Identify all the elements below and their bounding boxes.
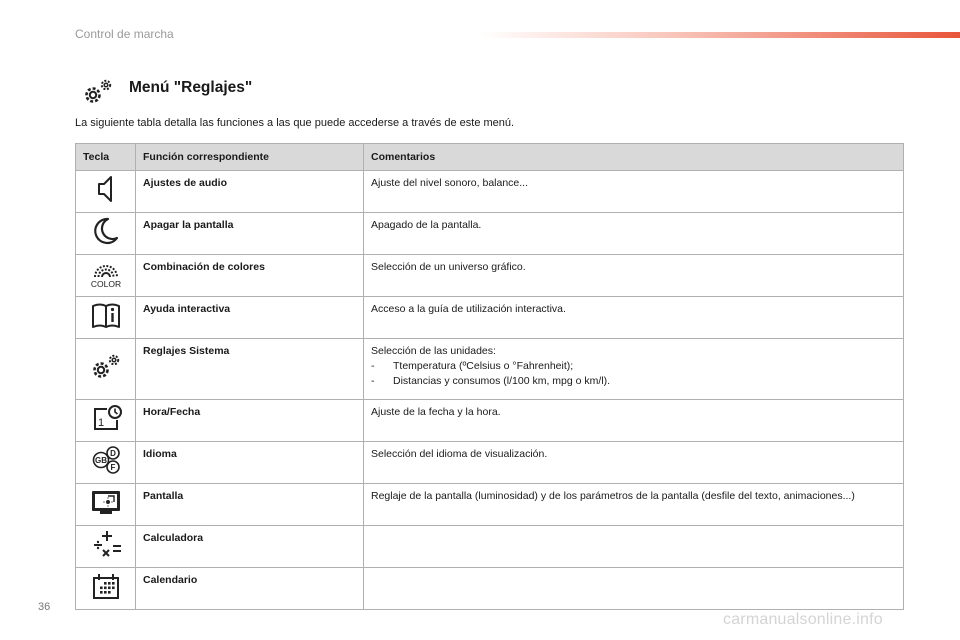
page-number: 36 xyxy=(38,601,51,613)
language-icon xyxy=(86,442,126,478)
settings-gears-icon xyxy=(86,349,126,385)
table-row xyxy=(76,171,904,213)
watermark: carmanualsonline.info xyxy=(723,611,883,628)
book-info-icon xyxy=(86,297,126,333)
table-header-row xyxy=(76,144,904,171)
key-cell xyxy=(76,526,136,568)
bullet-item xyxy=(371,374,896,389)
svg-text:1: 1 xyxy=(97,417,104,429)
comment-cell xyxy=(364,526,904,568)
key-cell xyxy=(76,213,136,255)
comment-cell: Selección de un universo gráfico. xyxy=(364,255,904,297)
comment-cell xyxy=(364,339,904,400)
functions-table xyxy=(75,143,904,610)
comment-cell xyxy=(364,568,904,610)
svg-text:GB: GB xyxy=(94,456,107,465)
header-key: Tecla xyxy=(76,144,136,171)
table-row xyxy=(76,255,904,297)
key-cell xyxy=(76,297,136,339)
table-row xyxy=(76,484,904,526)
settings-gears-icon xyxy=(82,76,116,108)
function-cell: Ayuda interactiva xyxy=(136,297,364,339)
bullet-text: Distancias y consumos (l/100 km, mpg o km/l). xyxy=(393,375,611,387)
function-cell: Idioma xyxy=(136,442,364,484)
calculator-icon xyxy=(86,526,126,562)
table-row xyxy=(76,297,904,339)
svg-text:D: D xyxy=(109,449,116,458)
comment-cell: Reglaje de la pantalla (luminosidad) y de los parámetros de la pantalla (desfile del texto, animaciones...) xyxy=(364,484,904,526)
key-cell xyxy=(76,255,136,297)
calendar-icon xyxy=(86,568,126,604)
section-title: Menú "Reglajes" xyxy=(129,79,253,96)
function-cell: Calculadora xyxy=(136,526,364,568)
table-row xyxy=(76,568,904,610)
clock-date-icon xyxy=(86,400,126,436)
function-cell: Apagar la pantalla xyxy=(136,213,364,255)
comment-cell: Ajuste del nivel sonoro, balance... xyxy=(364,171,904,213)
comment-cell: Ajuste de la fecha y la hora. xyxy=(364,400,904,442)
speaker-icon xyxy=(86,171,126,207)
key-cell xyxy=(76,442,136,484)
running-header: Control de marcha xyxy=(75,27,174,41)
comment-cell: Acceso a la guía de utilización interactiva. xyxy=(364,297,904,339)
header-accent-bar xyxy=(480,32,960,38)
comment-cell: Apagado de la pantalla. xyxy=(364,213,904,255)
function-cell: Calendario xyxy=(136,568,364,610)
bullet-text: Ttemperatura (ºCelsius o °Fahrenheit); xyxy=(393,360,574,372)
comment-text: Selección de las unidades: xyxy=(371,345,496,357)
table-row xyxy=(76,526,904,568)
key-cell xyxy=(76,171,136,213)
header-function: Función correspondiente xyxy=(136,144,364,171)
table-row xyxy=(76,339,904,400)
function-cell: Combinación de colores xyxy=(136,255,364,297)
key-cell xyxy=(76,484,136,526)
comment-cell: Selección del idioma de visualización. xyxy=(364,442,904,484)
bullet-mark: - xyxy=(371,375,375,387)
key-cell xyxy=(76,339,136,400)
svg-text:F: F xyxy=(110,463,115,472)
function-cell: Reglajes Sistema xyxy=(136,339,364,400)
bullet-item xyxy=(371,359,896,374)
function-cell: Ajustes de audio xyxy=(136,171,364,213)
svg-text:COLOR: COLOR xyxy=(90,279,121,289)
moon-icon xyxy=(86,213,126,249)
bullet-mark: - xyxy=(371,360,375,372)
table-row xyxy=(76,400,904,442)
key-cell xyxy=(76,400,136,442)
header-comments: Comentarios xyxy=(364,144,904,171)
function-cell: Hora/Fecha xyxy=(136,400,364,442)
table-row xyxy=(76,213,904,255)
function-cell: Pantalla xyxy=(136,484,364,526)
key-cell xyxy=(76,568,136,610)
color-scheme-icon xyxy=(86,255,126,291)
display-brightness-icon xyxy=(86,484,126,520)
intro-text: La siguiente tabla detalla las funciones a las que puede accederse a través de este menú. xyxy=(75,117,515,129)
table-row xyxy=(76,442,904,484)
